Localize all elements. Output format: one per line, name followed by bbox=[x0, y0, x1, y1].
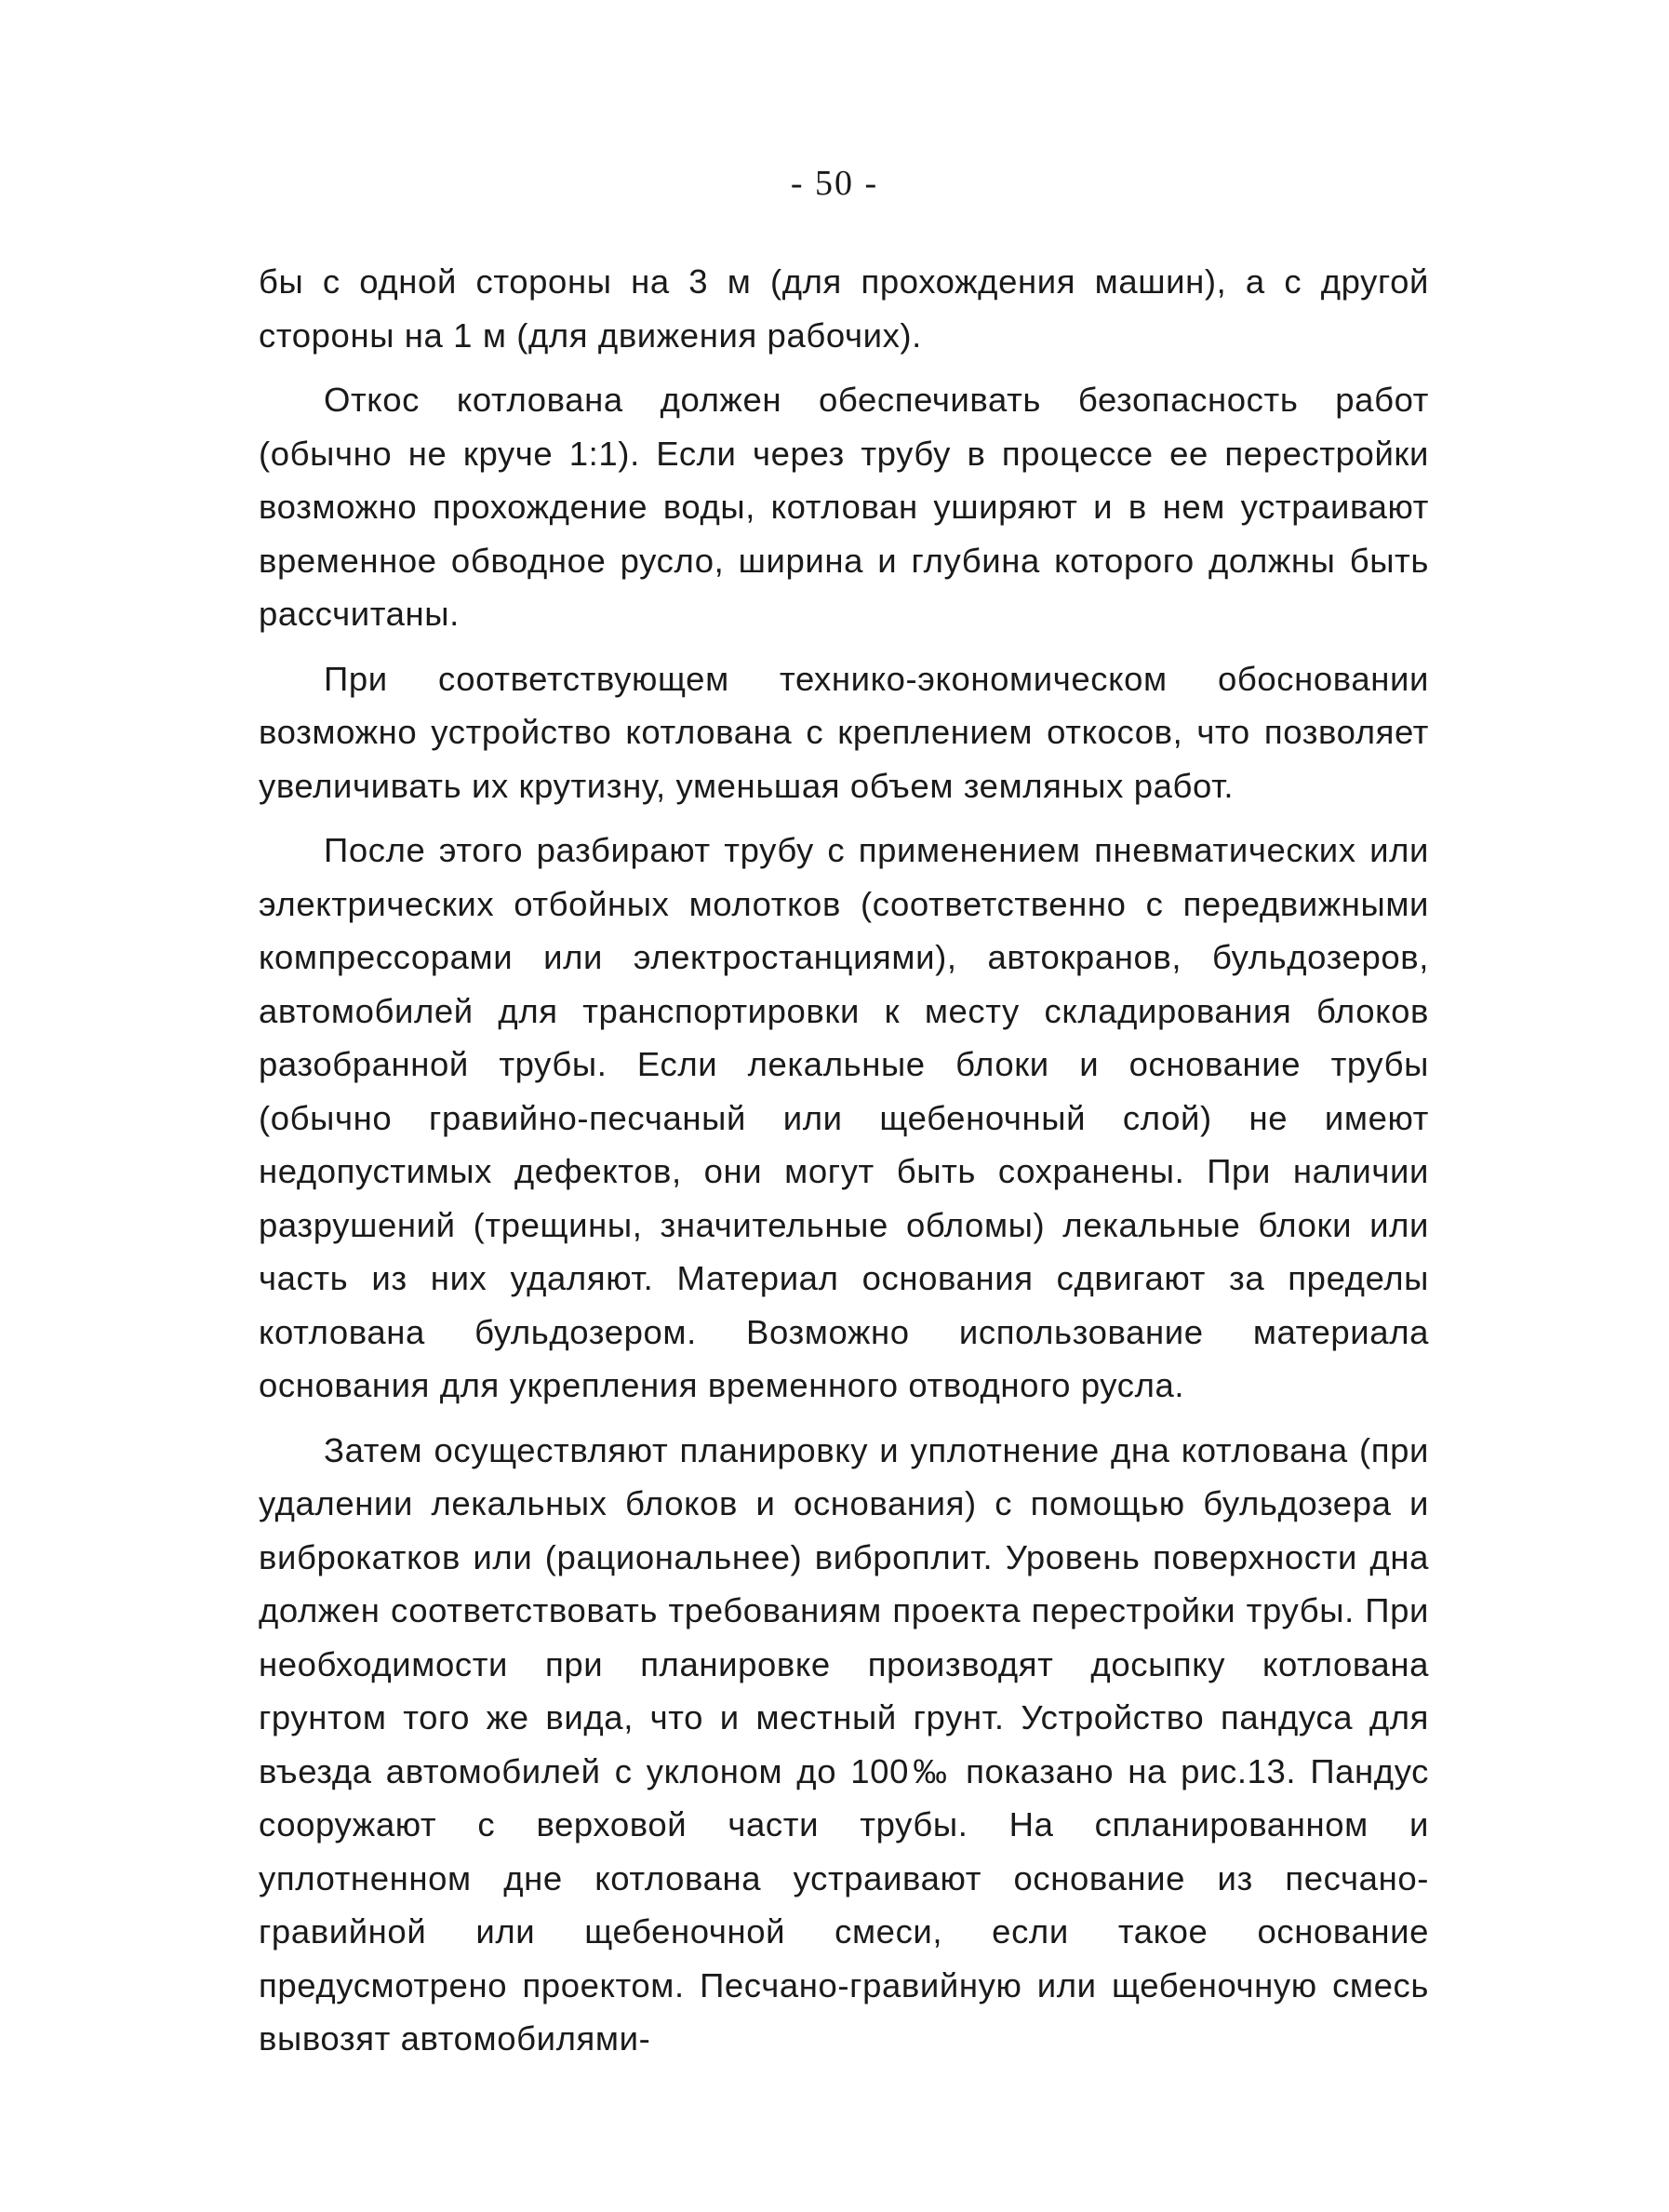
paragraph-slope-support: При соответствующем технико-экономическом обосновании возможно устройство котлована с креплением откосов, что позволяет увеличивать их крутизну, уменьшая объем земляных работ. bbox=[259, 659, 1429, 805]
paragraph-dismantling: После этого разбирают трубу с применением пневматических или электрических отбойных молотков (соответственно с передвижными компрессорами или электростанциями), автокранов, бульдозеров, автомобилей для транспортировки к месту складирования блоков разобранной трубы. Если лекальные блоки и основание трубы (обычно гравийно-песчаный или щебеночный слой) не имеют недопустимых дефектов, они могут быть сохранены. При наличии разрушений (трещины, значительные обломы) лекальные блоки или часть из них удаляют. Материал основания сдвигают за пределы котлована бульдозером. Возможно использование материала основания для укрепления временного отводного русла. bbox=[259, 831, 1429, 1404]
paragraph-slope: Откос котлована должен обеспечивать безопасность работ (обычно не круче 1:1). Если через трубу в процессе ее перестройки возможно прохождение воды, котлован уширяют и в нем устраивают временное обводное русло, ширина и глубина которого должны быть рассчитаны. bbox=[259, 381, 1429, 633]
page-number: - 50 - bbox=[790, 164, 879, 203]
body-text bbox=[259, 255, 1429, 2077]
paragraph-leveling: Затем осуществляют планировку и уплотнение дна котлована (при удалении лекальных блоков и основания) с помощью бульдозера и виброкатков или (рациональнее) виброплит. Уровень поверхности дна должен соответствовать требованиям проекта перестройки трубы. При необходимости при планировке производят досыпку котлована грунтом того же вида, что и местный грунт. Устройство пандуса для въезда автомобилей с уклоном до 100‰ показано на рис.13. Пандус сооружают с верховой части трубы. На спланированном и уплотненном дне котлована устраивают основание из песчано-гравийной или щебеночной смеси, если такое основание предусмотрено проектом. Песчано-гравийную или щебеночную смесь вывозят автомобилями- bbox=[259, 1430, 1429, 2058]
paragraph-continuation: бы с одной стороны на 3 м (для прохождения машин), а с другой стороны на 1 м (для движения рабочих). bbox=[259, 262, 1429, 355]
